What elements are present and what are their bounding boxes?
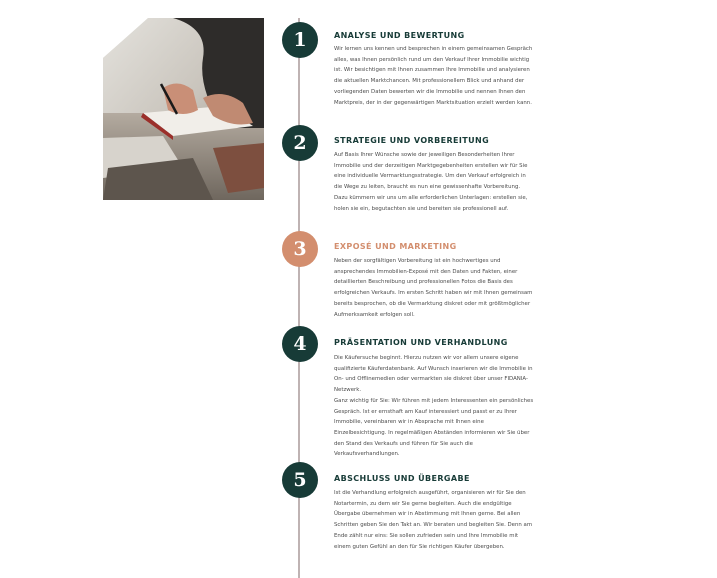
step-description: [334, 256, 534, 320]
step-description: [334, 150, 534, 214]
step-number-badge: 5: [282, 462, 318, 498]
hero-photo: [103, 18, 264, 200]
step-number-badge: 4: [282, 326, 318, 362]
step-title: EXPOSÉ UND MARKETING: [334, 242, 457, 251]
step-paragraph: Auf Basis Ihrer Wünsche sowie der jeweiligen Besonderheiten Ihrer Immobilie und der derzeitigen Marktgegebenheiten erstellen wir für Sie eine individuelle Vermarktungsstrategie. Um den Verkauf erfolgreich in die Wege zu leiten, braucht es nun eine gewissenhafte Vorbereitung. Dazu kümmern wir uns um alle erforderlichen Unterlagen: erstellen sie, holen sie ein, begutachten sie und bereiten sie professionell auf.: [334, 152, 528, 212]
step-title: ABSCHLUSS UND ÜBERGABE: [334, 474, 470, 483]
step-paragraph: Wir lernen uns kennen und besprechen in einem gemeinsamen Gespräch alles, was Ihnen persönlich rund um den Verkauf Ihrer Immobilie wichtig ist. Wir besichtigen mit Ihnen zusammen Ihre Immobilie und analysieren die aktuellen Marktchancen. Mit professionellem Blick und anhand der vorliegenden Daten bewerten wir die Immobilie und nennen Ihnen den Marktpreis, der in der gegenwärtigen Marktsituation erzielt werden kann.: [334, 46, 533, 106]
step-number-badge: 1: [282, 22, 318, 58]
step-paragraph: Ganz wichtig für Sie: Wir führen mit jedem Interessenten ein persönliches Gespräch. Ist er ernsthaft am Kauf interessiert und passt er zu Ihrer Immobilie, vereinbaren wir in Absprache mit Ihnen eine Einzelbesichtigung. In regelmäßigen Abständen informieren wir Sie über den Stand des Verkaufs und führen für Sie auch die Verkaufsverhandlungen.: [334, 397, 534, 458]
step-description: [334, 353, 534, 460]
step-title: PRÄSENTATION UND VERHANDLUNG: [334, 338, 508, 347]
step-description: [334, 488, 534, 552]
step-paragraph: Neben der sorgfältigen Vorbereitung ist ein hochwertiges und ansprechendes Immobilien-Exposé mit den Daten und Fakten, einer detaillierten Beschreibung und professionellen Fotos die Basis des erfolgreichen Verkaufs. Im ersten Schritt haben wir mit Ihnen gemeinsam bereits besprochen, ob die Vermarktung diskret oder mit größtmöglicher Aufmerksamkeit erfolgen soll.: [334, 258, 533, 318]
step-number-badge: 3: [282, 231, 318, 267]
step-description: [334, 44, 534, 108]
step-title: STRATEGIE UND VORBEREITUNG: [334, 136, 490, 145]
step-number-badge: 2: [282, 125, 318, 161]
photo-writing-notebook-icon: [103, 18, 264, 200]
step-paragraph: Die Käufersuche beginnt. Hierzu nutzen wir vor allem unsere eigene qualifizierte Käuferdatenbank. Auf Wunsch inserieren wir die Immobilie in On- und Offlinemedien oder vermarkten sie diskret über unser FIDANIA-Netzwerk.: [334, 355, 533, 394]
step-paragraph: Ist die Verhandlung erfolgreich ausgeführt, organisieren wir für Sie den Notartermin, zu dem wir Sie gerne begleiten. Auch die endgültige Übergabe übernehmen wir in Abstimmung mit Ihnen gerne. Bei allen Schritten geben Sie den Takt an. Wir beraten und begleiten Sie. Denn am Ende zählt nur eins: Sie sollen zufrieden sein und Ihre Immobilie mit einem guten Gefühl an den für Sie richtigen Käufer übergeben.: [334, 490, 533, 550]
step-title: ANALYSE UND BEWERTUNG: [334, 31, 465, 40]
